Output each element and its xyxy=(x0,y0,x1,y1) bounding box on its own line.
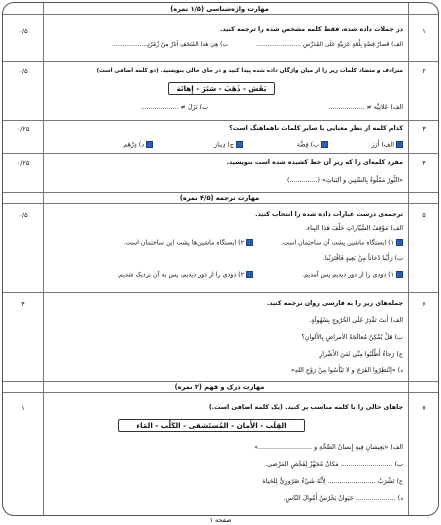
option-a2[interactable]: ۲) ایستگاه ماشین‌ها پشت این ساختمان است. xyxy=(124,239,253,248)
question-item-a: الف) مَوْقِفُ السَّيّاراتِ خَلْفَ هٰذَا البِناء. xyxy=(305,225,403,232)
row-divider xyxy=(3,153,438,154)
question-number: ۵ xyxy=(422,211,426,219)
checkbox-icon[interactable] xyxy=(146,141,153,148)
question-item-b: ب) هَلْ يُمْكِنُ مُعالَجَةُ الأمراضِ بِالأَلوانِ؟ xyxy=(301,334,403,341)
question-title: جمله‌های زیر را به فارسی روان ترجمه کنید. xyxy=(266,300,403,307)
word-bank-box: بَقَش - ذَهَبَ - سَتَرَ - إِهانَة xyxy=(168,82,275,95)
question-item-a: الف) عَلانِيَّة ≠ .................. xyxy=(328,104,403,111)
page-footer: صفحه ۱ xyxy=(209,516,232,524)
checkbox-icon[interactable] xyxy=(396,141,403,148)
row-divider xyxy=(3,61,438,62)
question-score: ۱ xyxy=(21,404,25,412)
question-title: ترجمه‌ی درست عبارات داده شده را انتخاب کنید. xyxy=(255,211,403,218)
row-divider xyxy=(3,203,438,204)
question-score: ۴ xyxy=(21,300,25,308)
row-divider xyxy=(3,192,438,193)
question-title: جاهای خالی را با کلمه مناسب پر کنید. (یک کلمه اضافی است.) xyxy=(208,404,403,411)
question-title: در جملات داده شده، فقط کلمه مشخص شده را ترجمه کنید. xyxy=(219,26,403,33)
row-divider xyxy=(3,120,438,121)
option-b[interactable]: ب) فِضَّة xyxy=(297,141,328,150)
question-title: مفرد کلمه‌ای را که زیر آن خط کشیده شده است بنویسید. xyxy=(226,159,403,166)
question-item-b: ب) هِيَ هٰذا المُتَحَفِ آثارٌ مِنْ زُمْرُدٍ................... xyxy=(111,42,228,48)
question-title: مترادف و متضاد کلمات زیر را از میان واژگان داده شده پیدا کنید و در جای خالی بنویسید. (دو کلمه اضافی است) xyxy=(96,68,403,74)
question-item-c: ج) تَشْرَبُ ........................ لِأَنَّهُ شَيْءٌ ضَرُورِيٌّ لِلحَياة xyxy=(262,478,403,485)
question-score: ۰/۲۵ xyxy=(16,159,30,167)
question-item-c: ج) رَجاءٌ أَطْلُبُوا مِنِّي ثَمَنَ الأَضْرارِ xyxy=(319,351,403,358)
question-number: ۱ xyxy=(422,27,426,35)
row-divider xyxy=(3,381,438,382)
option-a[interactable]: الف) أَرَز xyxy=(372,141,403,150)
question-item-a: الف) أَنتَ تَقْدِرُ عَلَى الخُرُوجِ بِسُهُولَةٍ. xyxy=(309,317,403,324)
number-column-divider xyxy=(408,3,409,515)
question-score: ۰/۵ xyxy=(18,27,28,35)
option-b1[interactable]: ۱) دودی را از دور دیدیم پس آمدیم. xyxy=(302,271,403,280)
question-number: ۶ xyxy=(422,300,426,308)
checkbox-icon[interactable] xyxy=(246,239,253,246)
question-item-a: الف) قَصارُ قِصَّةٍ بِلُغَةٍ عَرَبِيَّةٍ عَلَى المُدَرِّسِ ........................ xyxy=(256,42,403,48)
question-item-a: الف) «يَعِيشانِ فِيهِ إِنسانٌ الصِّحَّةِ و ...........................» xyxy=(254,444,403,451)
question-number: ۳ xyxy=(422,125,426,133)
checkbox-icon[interactable] xyxy=(396,271,403,278)
score-column-divider xyxy=(43,3,44,515)
checkbox-icon[interactable] xyxy=(321,141,328,148)
section-header-translation: مهارت ترجمه (۴/۵ نمره) xyxy=(179,194,260,202)
row-divider xyxy=(3,292,438,293)
question-title: کدام کلمه از نظر معنایی با سایر کلمات ناهماهنگ است؟ xyxy=(229,125,403,132)
question-item-a: «النُّورُ مَمْلُوءٌ بِالسِّنِين و اَلبَناتِ» (..............) xyxy=(287,177,403,184)
question-item-b: ب) .......................... مَكانٌ مُجَهَّزٌ لِفَحْصِ المَرْضى. xyxy=(265,461,403,468)
question-item-d: د) .................... حَيَوانٌ يَحْرُسُ أَمْوالَ النّاسِ. xyxy=(283,495,403,502)
question-score: ۰/۵ xyxy=(18,67,28,75)
question-number: ۷ xyxy=(422,404,426,412)
question-score: ۰/۲۵ xyxy=(16,125,30,133)
row-divider xyxy=(3,392,438,393)
option-d[interactable]: د) دِرْهَم xyxy=(123,141,153,150)
checkbox-icon[interactable] xyxy=(396,239,403,246)
row-divider xyxy=(3,14,438,15)
question-item-b: ب) نَزَلَ ≠ ................... xyxy=(140,104,208,111)
question-number: ۲ xyxy=(422,67,426,75)
option-c[interactable]: ج) دِينار xyxy=(214,141,243,150)
exam-page xyxy=(2,2,439,516)
option-b2[interactable]: ۲) دودی را از دور دیدیم، پس به آن نزدیک شدیم. xyxy=(117,271,253,280)
question-number: ۴ xyxy=(422,159,426,167)
question-item-d: د) «اِنْتَظِرُوا الفَرَجَ و لا تَيْأَسُوا مِنْ رَوْحِ اللهِ» xyxy=(290,367,403,374)
question-item-b: ب) رَأَيْنا دُخاناً مِنْ بَعِيدٍ فَاقْتَرَبْنا. xyxy=(322,255,403,262)
checkbox-icon[interactable] xyxy=(246,271,253,278)
checkbox-icon[interactable] xyxy=(236,141,243,148)
section-header-comprehension: مهارت درک و فهم (۲ نمره) xyxy=(174,383,265,391)
word-bank-box: القِلَب - الأَمان - المُستَشفى - الكَلْب - المَاء xyxy=(118,419,305,432)
section-header-vocabulary: مهارت واژه‌شناسی (۱/۵ نمره) xyxy=(170,5,269,13)
question-score: ۰/۵ xyxy=(18,211,28,219)
option-a1[interactable]: ۱) ایستگاه ماشین پشت آن ساختمان است. xyxy=(281,239,403,248)
